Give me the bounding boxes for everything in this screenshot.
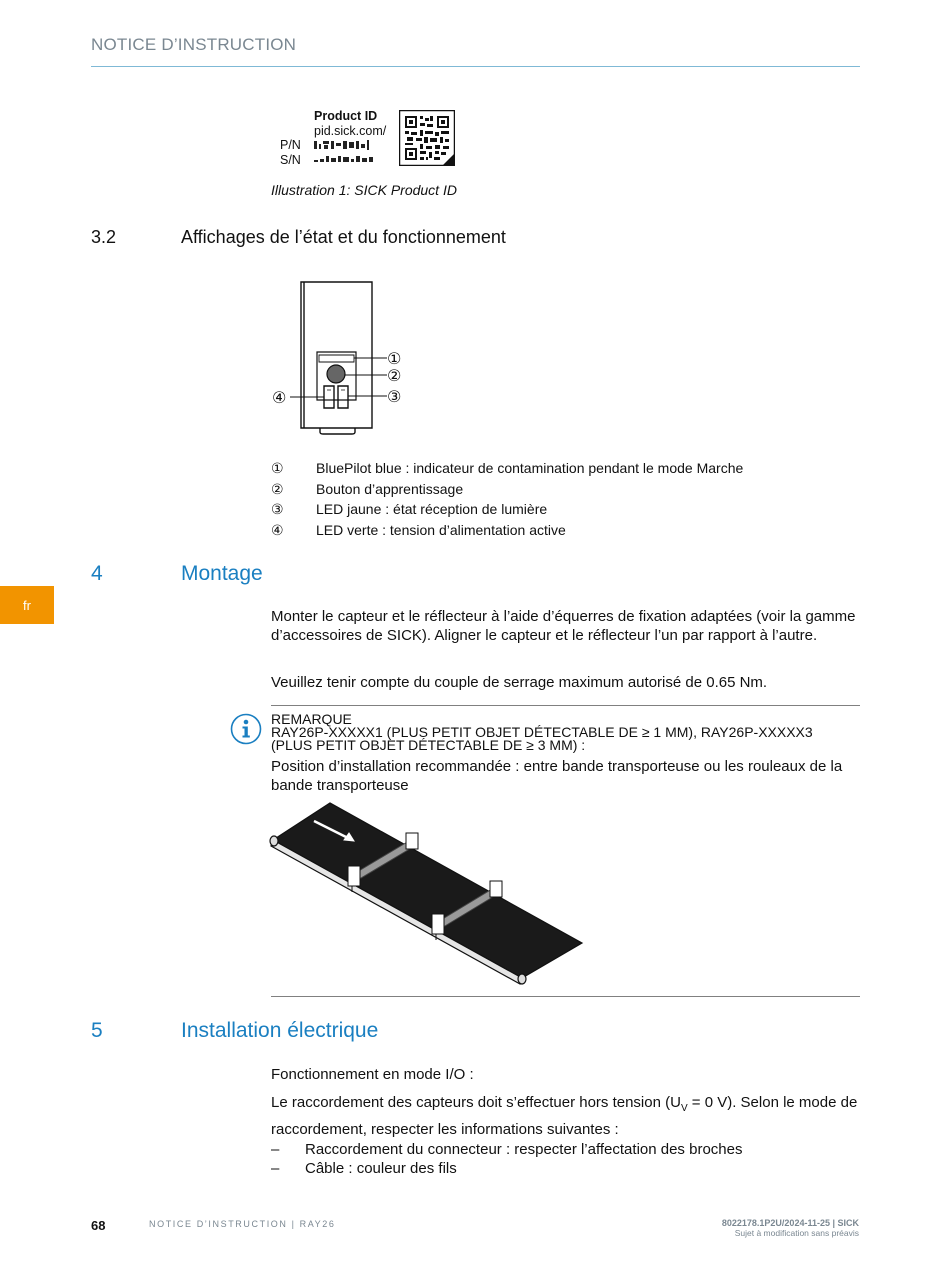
bullet-text: Câble : couleur des fils — [305, 1160, 457, 1177]
product-id-label — [271, 104, 461, 174]
legend-marker: ③ — [271, 501, 284, 517]
page-number: 68 — [91, 1218, 106, 1233]
section-3-2-number: 3.2 — [91, 227, 117, 247]
torque-paragraph: Veuillez tenir compte du couple de serrage maximum autorisé de 0.65 Nm. — [271, 674, 768, 691]
chapter-4-number: 4 — [91, 562, 103, 585]
note-top-rule — [271, 705, 860, 706]
info-icon — [230, 713, 262, 745]
bullet-dash: – — [271, 1141, 280, 1158]
legend-text: BluePilot blue : indicateur de contamination pendant le mode Marche — [316, 460, 744, 476]
note-bottom-rule — [271, 996, 860, 997]
legend-marker: ② — [271, 481, 284, 497]
footer-reference — [722, 1218, 859, 1238]
masked-serial-graphic — [314, 140, 376, 166]
wiring-text-a: Le raccordement des capteurs doit s’effectuer hors tension (U — [271, 1094, 681, 1111]
bullet-dash: – — [271, 1160, 280, 1177]
mounting-paragraph: Monter le capteur et le réflecteur à l’aide d’équerres de fixation adaptées (voir la gamme d’accessoires de SICK). Aligner le capteur et le réflecteur l’un par rapport à l’autre. — [271, 608, 856, 644]
illustration-caption: Illustration 1: SICK Product ID — [271, 182, 457, 198]
note-heading-line-1: RAY26P-XXXXX1 (PLUS PETIT OBJET DÉTECTABLE DE ≥ 1 MM), RAY26P-XXXXX3 — [271, 724, 813, 740]
legend-text: Bouton d’apprentissage — [316, 481, 464, 497]
product-id-url: pid.sick.com/ — [314, 124, 387, 138]
wiring-text-b: = 0 V). Selon le mode de raccordement, respecter les informations suivantes : — [271, 1094, 858, 1138]
qr-code — [399, 110, 455, 166]
language-tab[interactable]: fr — [0, 586, 54, 624]
io-mode-paragraph: Fonctionnement en mode I/O : — [271, 1066, 474, 1083]
pn-label: P/N — [280, 138, 301, 152]
footer-doc-ref: 8022178.1P2U/2024-11-25 | SICK — [721, 1218, 859, 1228]
legend-marker: ④ — [271, 522, 284, 538]
footer-document-title: NOTICE D’INSTRUCTION | RAY26 — [149, 1219, 336, 1229]
legend-text: LED verte : tension d’alimentation active — [316, 522, 566, 538]
note-label: REMARQUE — [271, 711, 352, 727]
running-header: NOTICE D’INSTRUCTION — [91, 35, 297, 54]
section-3-2-title: Affichages de l’état et du fonctionnement — [181, 227, 506, 247]
callout-3: ③ — [387, 389, 402, 406]
note-heading-line-2: (PLUS PETIT OBJET DÉTECTABLE DE ≥ 3 MM) : — [271, 737, 586, 753]
legend-text: LED jaune : état réception de lumière — [316, 501, 548, 517]
callout-1: ① — [387, 351, 402, 368]
wiring-paragraph — [271, 1092, 861, 1140]
legend-marker: ① — [271, 460, 284, 476]
callout-2: ② — [387, 368, 402, 385]
footer-disclaimer: Sujet à modification sans préavis — [734, 1228, 859, 1238]
chapter-4-title: Montage — [181, 562, 263, 585]
bullet-text: Raccordement du connecteur : respecter l’affectation des broches — [305, 1141, 743, 1158]
product-id-heading: Product ID — [314, 109, 378, 123]
header-rule — [91, 66, 860, 67]
sn-label: S/N — [280, 153, 301, 167]
voltage-subscript: V — [680, 1103, 688, 1114]
conveyor-illustration — [268, 800, 588, 986]
callout-4: ④ — [272, 390, 287, 407]
chapter-5-title: Installation électrique — [181, 1019, 379, 1042]
note-body: Position d’installation recommandée : entre bande transporteuse ou les rouleaux de la bande transporteuse — [271, 758, 843, 794]
chapter-5-number: 5 — [91, 1019, 103, 1042]
